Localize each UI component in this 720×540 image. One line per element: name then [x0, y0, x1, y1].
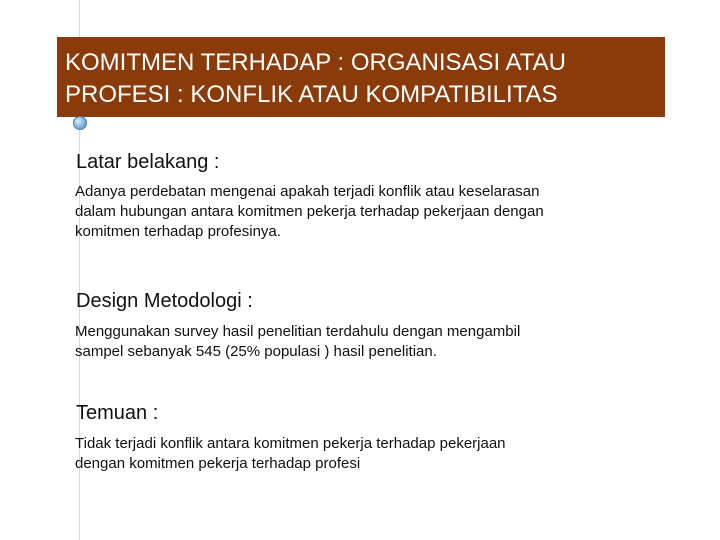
bullet-dot-icon	[73, 116, 87, 130]
section-body-design-metodologi	[75, 322, 520, 362]
section-heading-temuan: Temuan :	[76, 402, 159, 424]
body-line: sampel sebanyak 545 (25% populasi ) hasil penelitian.	[75, 343, 437, 360]
body-line: komitmen terhadap profesinya.	[75, 223, 281, 240]
section-body-latar-belakang	[75, 182, 544, 242]
body-line: dalam hubungan antara komitmen pekerja terhadap pekerjaan dengan	[75, 203, 544, 220]
section-body-temuan	[75, 434, 506, 474]
body-line: Tidak terjadi konflik antara komitmen pekerja terhadap pekerjaan	[75, 435, 506, 452]
body-line: Adanya perdebatan mengenai apakah terjadi konflik atau keselarasan	[75, 183, 540, 200]
slide-title-line-1: KOMITMEN TERHADAP : ORGANISASI ATAU	[65, 49, 566, 76]
section-heading-design-metodologi: Design Metodologi :	[76, 290, 253, 312]
title-bar	[57, 37, 665, 117]
slide-title-line-2: PROFESI : KONFLIK ATAU KOMPATIBILITAS	[65, 81, 558, 108]
body-line: dengan komitmen pekerja terhadap profesi	[75, 455, 361, 472]
body-line: Menggunakan survey hasil penelitian terdahulu dengan mengambil	[75, 323, 521, 340]
section-heading-latar-belakang: Latar belakang :	[76, 151, 220, 173]
